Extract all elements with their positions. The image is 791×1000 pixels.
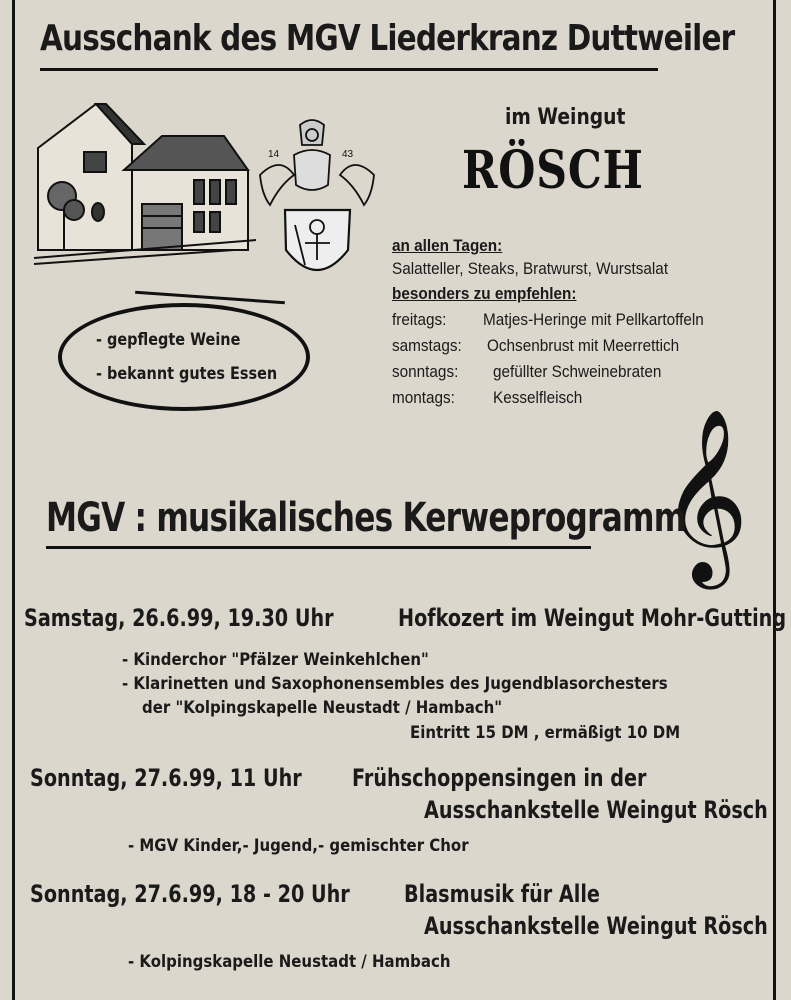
ad-header: Ausschank des MGV Liederkranz Duttweiler [40, 18, 735, 59]
oval-line-wines: - gepflegte Weine [96, 330, 241, 350]
menu-day-dish: gefüllter Schweinebraten [493, 362, 662, 381]
event-detail: - MGV Kinder,- Jugend,- gemischter Chor [128, 836, 469, 856]
header-underline [40, 68, 658, 71]
event-date: Sonntag, 27.6.99, 11 Uhr [30, 764, 302, 792]
treble-clef-icon: 𝄞 [660, 408, 749, 582]
event-detail: - Kolpingskapelle Neustadt / Hambach [128, 952, 451, 972]
event-title-line2: Ausschankstelle Weingut Rösch [424, 796, 768, 824]
im-weingut-label: im Weingut [505, 105, 626, 130]
program-title: MGV : musikalisches Kerweprogramm [46, 495, 686, 541]
crest-year-right: 43 [342, 149, 354, 160]
event-title: Blasmusik für Alle [404, 880, 600, 908]
event-detail: - Klarinetten und Saxophonensembles des Jugendblasorchesters [122, 674, 668, 694]
program-title-underline [46, 546, 591, 549]
event-detail: der "Kolpingskapelle Neustadt / Hambach" [142, 698, 503, 718]
event-title-line2: Ausschankstelle Weingut Rösch [424, 912, 768, 940]
crest-year-left: 14 [268, 149, 280, 160]
winery-name: RÖSCH [462, 140, 644, 201]
menu-heading-all-days: an allen Tagen: [392, 236, 503, 255]
oval-line-food: - bekannt gutes Essen [96, 364, 278, 384]
menu-day-dish: Matjes-Heringe mit Pellkartoffeln [483, 310, 704, 329]
event-date: Sonntag, 27.6.99, 18 - 20 Uhr [30, 880, 350, 908]
menu-heading-recommend: besonders zu empfehlen: [392, 284, 577, 303]
event-price: Eintritt 15 DM , ermäßigt 10 DM [410, 723, 681, 743]
event-date: Samstag, 26.6.99, 19.30 Uhr [24, 604, 334, 632]
menu-day-label: freitags: [392, 310, 447, 329]
oval-badge [58, 303, 310, 411]
menu-day-dish: Ochsenbrust mit Meerrettich [487, 336, 680, 355]
menu-all-days-items: Salatteller, Steaks, Bratwurst, Wurstsalat [392, 259, 669, 278]
menu-day-label: montags: [392, 388, 455, 407]
event-title: Hofkozert im Weingut Mohr-Gutting [398, 604, 787, 632]
menu-day-dish: Kesselfleisch [493, 388, 583, 407]
menu-day-label: sonntags: [392, 362, 459, 381]
event-title: Frühschoppensingen in der [352, 764, 647, 792]
coat-of-arms-icon [250, 115, 385, 295]
house-illustration [34, 100, 256, 270]
menu-day-label: samstags: [392, 336, 462, 355]
event-detail: - Kinderchor "Pfälzer Weinkehlchen" [122, 650, 429, 670]
